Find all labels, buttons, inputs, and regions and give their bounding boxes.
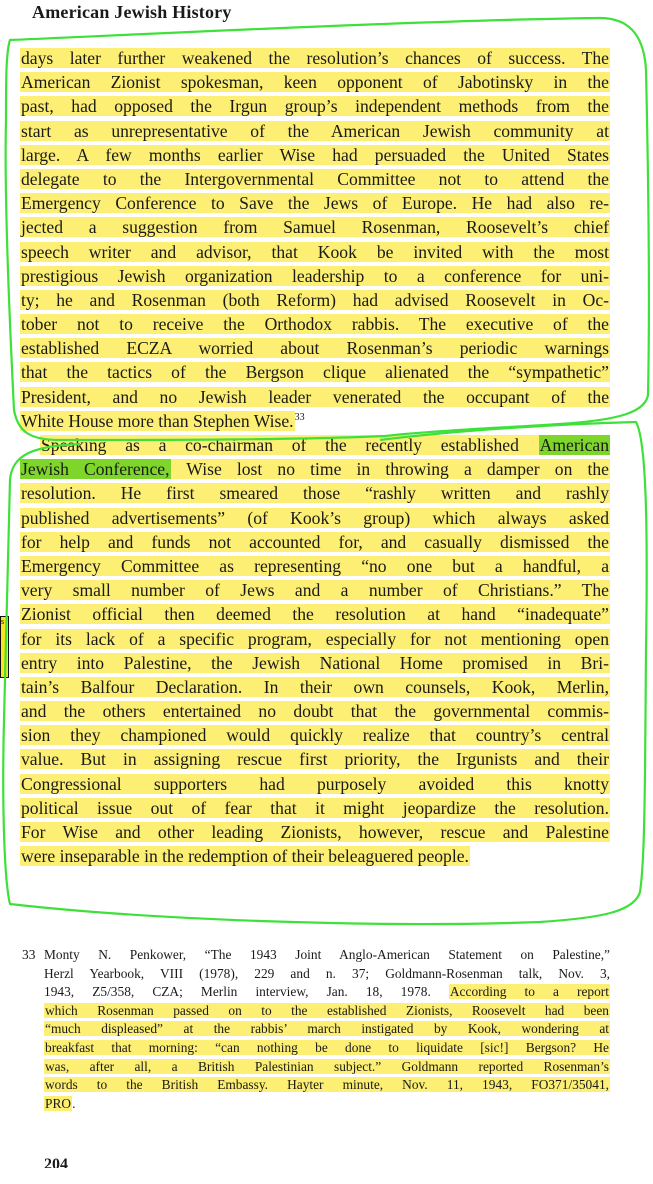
body-line xyxy=(20,602,610,626)
margin-mark-text: s xyxy=(1,617,5,626)
footnote-number: 33 xyxy=(22,947,36,962)
footnote-line xyxy=(22,946,610,965)
body-line xyxy=(20,46,610,70)
body-line xyxy=(20,627,610,651)
highlighted-text: for help and funds not accounted for, and casually dismissed the xyxy=(21,531,609,552)
body-line xyxy=(20,481,610,505)
body-line xyxy=(20,554,610,578)
footnote-block xyxy=(22,946,610,1113)
body-line xyxy=(20,119,610,143)
highlighted-text: breakfast that morning: “can nothing be done to liquidate [sic!] Bergson? He xyxy=(45,1039,609,1055)
highlighted-text: was, after all, a British Palestinian subject.” Goldmann reported Rosenman’s xyxy=(45,1058,609,1074)
body-line xyxy=(20,699,610,723)
body-line xyxy=(20,215,610,239)
highlighted-text: Zionist official then deemed the resolution at hand “inadequate” xyxy=(21,604,609,625)
highlighted-text: which Rosenman passed on to the established Zionists, Roosevelt had been xyxy=(45,1002,609,1018)
body-line xyxy=(20,820,610,844)
green-highlighted-text: Jewish Conference, xyxy=(21,459,170,480)
highlighted-text: PRO xyxy=(45,1095,72,1111)
body-line xyxy=(20,264,610,288)
highlighted-text: Wise lost no time in throwing a damper on the xyxy=(171,459,609,480)
highlighted-text: tober not to receive the Orthodox rabbis. The executive of the xyxy=(21,314,609,335)
highlighted-text: speech writer and advisor, that Kook be invited with the most xyxy=(21,241,609,262)
body-line xyxy=(20,70,610,94)
highlighted-text: value. But in assigning rescue first priority, the Irgunists and their xyxy=(21,749,609,770)
highlighted-text: prestigious Jewish organization leadership to a conference for uni- xyxy=(21,265,609,286)
body-line xyxy=(20,844,610,868)
body-line xyxy=(20,651,610,675)
highlighted-text: tain’s Balfour Declaration. In their own counsels, Kook, Merlin, xyxy=(21,676,609,697)
highlighted-text: start as unrepresentative of the American Jewish community at xyxy=(21,120,609,141)
body-line xyxy=(20,723,610,747)
body-line xyxy=(20,675,610,699)
body-line xyxy=(20,191,610,215)
footnote-line xyxy=(22,1095,610,1114)
body-line xyxy=(20,336,610,360)
highlighted-text: White House more than Stephen Wise. xyxy=(21,410,294,431)
body-line xyxy=(20,433,610,457)
footnote-line xyxy=(22,1076,610,1095)
highlighted-text: entry into Palestine, the Jewish National Home promised in Bri- xyxy=(21,652,609,673)
highlighted-text: that the tactics of the Bergson clique alienated the “sympathetic” xyxy=(21,362,609,383)
highlighted-text: for its lack of a specific program, especially for not mentioning open xyxy=(21,628,609,649)
highlighted-text: Emergency Conference to Save the Jews of Europe. He had also re- xyxy=(21,193,609,214)
highlighted-text: American Zionist spokesman, keen opponent of Jabotinsky in the xyxy=(21,72,609,93)
margin-highlight-mark xyxy=(0,616,9,678)
highlighted-text: past, had opposed the Irgun group’s independent methods from the xyxy=(21,96,609,117)
body-line xyxy=(20,409,610,433)
body-line xyxy=(20,772,610,796)
body-line xyxy=(20,578,610,602)
green-highlighted-text: American xyxy=(539,435,609,455)
footnote-line xyxy=(22,983,610,1002)
footnote-line xyxy=(22,1039,610,1058)
highlighted-text: resolution. He first smeared those “rashly written and rashly xyxy=(21,483,609,504)
highlighted-text: According to a report xyxy=(449,984,609,1000)
footnote-line xyxy=(22,1002,610,1021)
highlighted-text: political issue out of fear that it might jeopardize the resolution. xyxy=(21,797,609,818)
footnote-text: Monty N. Penkower, “The 1943 Joint Anglo-American Statement on Palestine,” xyxy=(44,947,610,962)
highlighted-text: published advertisements” (of Kook’s group) which always asked xyxy=(21,507,609,528)
highlighted-text: and the others entertained no doubt that the governmental commis- xyxy=(21,701,609,722)
body-line xyxy=(20,747,610,771)
body-line xyxy=(20,143,610,167)
highlighted-text: Speaking as a co-chairman of the recently established xyxy=(41,435,538,455)
highlighted-text: ty; he and Rosenman (both Reform) had advised Roosevelt in Oc- xyxy=(21,289,609,310)
body-line xyxy=(20,457,610,481)
highlighted-text: For Wise and other leading Zionists, however, rescue and Palestine xyxy=(21,822,609,842)
highlighted-text: Congressional supporters had purposely avoided this knotty xyxy=(21,773,609,794)
highlighted-text: days later further weakened the resolution’s chances of success. The xyxy=(21,48,609,68)
running-head: American Jewish History xyxy=(32,2,232,22)
highlighted-text: very small number of Jews and a number of Christians.” The xyxy=(21,580,609,601)
highlighted-text: delegate to the Intergovernmental Committee not to attend the xyxy=(21,168,609,189)
body-line xyxy=(20,240,610,264)
highlighted-text: Emergency Committee as representing “no one but a handful, a xyxy=(21,555,609,576)
body-line xyxy=(20,288,610,312)
footnote-reference[interactable]: 33 xyxy=(294,411,305,423)
footnote-text: . xyxy=(72,1095,76,1111)
body-line xyxy=(20,796,610,820)
footnote-text: 1943, Z5/358, CZA; Merlin interview, Jan. 18, 1978. xyxy=(44,984,449,1000)
footnote-line xyxy=(22,1020,610,1039)
highlighted-text: jected a suggestion from Samuel Rosenman, Roosevelt’s chief xyxy=(21,217,609,238)
highlighted-text: were inseparable in the redemption of their beleaguered people. xyxy=(21,846,469,867)
body-text xyxy=(20,46,610,868)
body-line xyxy=(20,385,610,409)
body-line xyxy=(20,94,610,118)
highlighted-text: established ECZA worried about Rosenman’s periodic warnings xyxy=(21,338,609,359)
highlighted-text: large. A few months earlier Wise had persuaded the United States xyxy=(21,144,609,165)
body-line xyxy=(20,360,610,384)
footnote-line xyxy=(22,1058,610,1077)
footnote-line xyxy=(22,965,610,984)
page-number: 204 xyxy=(44,1156,68,1168)
body-line xyxy=(20,530,610,554)
body-line xyxy=(20,506,610,530)
highlighted-text: words to the British Embassy. Hayter minute, Nov. 11, 1943, FO371/35041, xyxy=(45,1077,609,1093)
footnote-text: Herzl Yearbook, VIII (1978), 229 and n. 37; Goldmann-Rosenman talk, Nov. 3, xyxy=(44,965,610,981)
body-line xyxy=(20,312,610,336)
highlighted-text: sion they championed would quickly realize that country’s central xyxy=(21,725,609,746)
highlighted-text: “much displeased” at the rabbis’ march instigated by Kook, wondering at xyxy=(45,1021,609,1037)
highlighted-text: President, and no Jewish leader venerated the occupant of the xyxy=(21,386,609,407)
body-line xyxy=(20,167,610,191)
